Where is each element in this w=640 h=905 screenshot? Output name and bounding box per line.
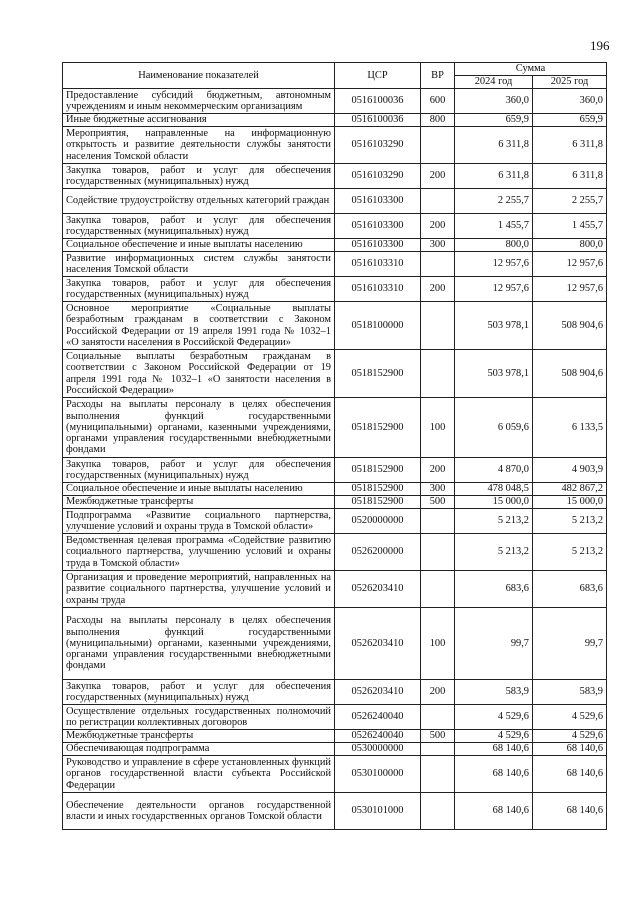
row-sum-2024: 5 213,2	[455, 509, 533, 534]
row-name: Развитие информационных систем службы занятости населения Томской области	[63, 252, 335, 277]
row-csr: 0518100000	[335, 302, 421, 350]
row-vr	[421, 756, 455, 793]
row-name: Закупка товаров, работ и услуг для обеспечения государственных (муниципальных) нужд	[63, 277, 335, 302]
table-row	[63, 350, 607, 398]
table-row	[63, 189, 607, 214]
row-vr: 200	[421, 680, 455, 705]
row-sum-2024: 583,9	[455, 680, 533, 705]
row-name: Закупка товаров, работ и услуг для обеспечения государственных (муниципальных) нужд	[63, 458, 335, 483]
row-name: Руководство и управление в сфере установленных функций органов государственной власти субъекта Российской Федерации	[63, 756, 335, 793]
row-name: Основное мероприятие «Социальные выплаты безработным гражданам в соответствии с Законом Российской Федерации от 19 апреля 1991 года № 1032–1 «О занятости населения в Российской Федерации»	[63, 302, 335, 350]
row-vr	[421, 743, 455, 756]
row-csr: 0516103310	[335, 252, 421, 277]
row-name: Социальное обеспечение и иные выплаты населению	[63, 483, 335, 496]
row-csr: 0520000000	[335, 509, 421, 534]
row-vr	[421, 509, 455, 534]
header-year-2025: 2025 год	[533, 76, 607, 89]
row-sum-2024: 4 529,6	[455, 730, 533, 743]
table-row	[63, 496, 607, 509]
row-csr: 0526203410	[335, 571, 421, 608]
table-body	[63, 89, 607, 830]
row-sum-2025: 4 529,6	[533, 730, 607, 743]
row-sum-2025: 508 904,6	[533, 302, 607, 350]
row-csr: 0516103310	[335, 277, 421, 302]
row-sum-2025: 1 455,7	[533, 214, 607, 239]
row-vr: 500	[421, 730, 455, 743]
row-name: Осуществление отдельных государственных полномочий по регистрации коллективных договоров	[63, 705, 335, 730]
page-number: 196	[590, 38, 610, 53]
row-name: Мероприятия, направленные на информационную открытость и развитие деятельности службы занятости населения Томской области	[63, 127, 335, 164]
row-sum-2024: 4 529,6	[455, 705, 533, 730]
row-sum-2025: 583,9	[533, 680, 607, 705]
table-row	[63, 534, 607, 571]
row-csr: 0518152900	[335, 483, 421, 496]
row-sum-2025: 99,7	[533, 608, 607, 680]
table-row	[63, 608, 607, 680]
table-row	[63, 114, 607, 127]
table-row	[63, 705, 607, 730]
table-row	[63, 164, 607, 189]
table-row	[63, 302, 607, 350]
row-sum-2024: 659,9	[455, 114, 533, 127]
row-name: Предоставление субсидий бюджетным, автономным учреждениям и иным некоммерческим организациям	[63, 89, 335, 114]
row-name: Межбюджетные трансферты	[63, 496, 335, 509]
row-vr	[421, 127, 455, 164]
row-csr: 0516100036	[335, 114, 421, 127]
row-vr	[421, 705, 455, 730]
row-sum-2025: 2 255,7	[533, 189, 607, 214]
row-sum-2025: 68 140,6	[533, 756, 607, 793]
row-sum-2025: 508 904,6	[533, 350, 607, 398]
row-vr: 300	[421, 483, 455, 496]
table-row	[63, 680, 607, 705]
row-csr: 0526200000	[335, 534, 421, 571]
row-vr	[421, 252, 455, 277]
row-name: Обеспечение деятельности органов государственной власти и иных государственных органов Томской области	[63, 793, 335, 830]
row-sum-2024: 6 311,8	[455, 164, 533, 189]
row-vr: 100	[421, 608, 455, 680]
row-csr: 0516100036	[335, 89, 421, 114]
row-sum-2025: 12 957,6	[533, 252, 607, 277]
row-name: Ведомственная целевая программа «Содействие развитию социального партнерства, улучшению условий и охраны труда в Томской области»	[63, 534, 335, 571]
header-csr: ЦСР	[335, 63, 421, 89]
row-sum-2025: 6 133,5	[533, 398, 607, 458]
table-row	[63, 756, 607, 793]
row-csr: 0516103290	[335, 164, 421, 189]
row-sum-2024: 12 957,6	[455, 277, 533, 302]
row-sum-2025: 12 957,6	[533, 277, 607, 302]
header-name: Наименование показателей	[63, 63, 335, 89]
row-vr	[421, 534, 455, 571]
row-csr: 0526240040	[335, 730, 421, 743]
row-vr: 200	[421, 164, 455, 189]
table-row	[63, 483, 607, 496]
row-name: Межбюджетные трансферты	[63, 730, 335, 743]
row-sum-2024: 68 140,6	[455, 756, 533, 793]
row-name: Обеспечивающая подпрограмма	[63, 743, 335, 756]
row-sum-2024: 12 957,6	[455, 252, 533, 277]
row-vr	[421, 302, 455, 350]
table-row	[63, 127, 607, 164]
row-sum-2025: 68 140,6	[533, 743, 607, 756]
row-sum-2025: 4 529,6	[533, 705, 607, 730]
row-vr: 200	[421, 214, 455, 239]
table-row	[63, 252, 607, 277]
row-sum-2024: 360,0	[455, 89, 533, 114]
row-name: Содействие трудоустройству отдельных категорий граждан	[63, 189, 335, 214]
table-row	[63, 743, 607, 756]
table-row	[63, 214, 607, 239]
row-sum-2025: 68 140,6	[533, 793, 607, 830]
row-name: Расходы на выплаты персоналу в целях обеспечения выполнения функций государственными (муниципальными) органами, казенными учреждениями, органами управления государственными внебюджетными фондами	[63, 398, 335, 458]
row-name: Закупка товаров, работ и услуг для обеспечения государственных (муниципальных) нужд	[63, 214, 335, 239]
row-sum-2024: 68 140,6	[455, 793, 533, 830]
row-name: Закупка товаров, работ и услуг для обеспечения государственных (муниципальных) нужд	[63, 164, 335, 189]
row-name: Иные бюджетные ассигнования	[63, 114, 335, 127]
row-sum-2025: 659,9	[533, 114, 607, 127]
row-name: Подпрограмма «Развитие социального партнерства, улучшение условий и охраны труда в Томской области»	[63, 509, 335, 534]
row-csr: 0518152900	[335, 496, 421, 509]
table-row	[63, 398, 607, 458]
table-row	[63, 458, 607, 483]
row-vr: 300	[421, 239, 455, 252]
row-csr: 0530000000	[335, 743, 421, 756]
row-name: Расходы на выплаты персоналу в целях обеспечения выполнения функций государственными (муниципальными) органами, казенными учреждениями, органами управления государственными внебюджетными фондами	[63, 608, 335, 680]
header-sum: Сумма	[455, 63, 607, 76]
row-sum-2025: 683,6	[533, 571, 607, 608]
row-csr: 0518152900	[335, 350, 421, 398]
row-vr: 200	[421, 277, 455, 302]
row-name: Социальные выплаты безработным гражданам в соответствии с Законом Российской Федерации от 19 апреля 1991 года № 1032–1 «О занятости населения в Российской Федерации»	[63, 350, 335, 398]
row-name: Закупка товаров, работ и услуг для обеспечения государственных (муниципальных) нужд	[63, 680, 335, 705]
row-sum-2024: 68 140,6	[455, 743, 533, 756]
row-sum-2024: 15 000,0	[455, 496, 533, 509]
row-sum-2025: 360,0	[533, 89, 607, 114]
row-csr: 0516103290	[335, 127, 421, 164]
row-vr	[421, 793, 455, 830]
row-csr: 0516103300	[335, 214, 421, 239]
row-vr: 500	[421, 496, 455, 509]
row-sum-2025: 15 000,0	[533, 496, 607, 509]
row-sum-2024: 683,6	[455, 571, 533, 608]
table-header	[63, 63, 607, 89]
row-csr: 0526203410	[335, 608, 421, 680]
row-csr: 0516103300	[335, 239, 421, 252]
row-sum-2025: 5 213,2	[533, 534, 607, 571]
header-year-2024: 2024 год	[455, 76, 533, 89]
row-vr: 200	[421, 458, 455, 483]
budget-table	[62, 62, 607, 830]
table-row	[63, 89, 607, 114]
row-sum-2025: 6 311,8	[533, 164, 607, 189]
row-sum-2025: 5 213,2	[533, 509, 607, 534]
row-sum-2024: 1 455,7	[455, 214, 533, 239]
row-sum-2024: 478 048,5	[455, 483, 533, 496]
row-sum-2024: 99,7	[455, 608, 533, 680]
row-name: Социальное обеспечение и иные выплаты населению	[63, 239, 335, 252]
table-row	[63, 277, 607, 302]
row-sum-2025: 800,0	[533, 239, 607, 252]
table-row	[63, 793, 607, 830]
row-sum-2024: 800,0	[455, 239, 533, 252]
row-sum-2024: 4 870,0	[455, 458, 533, 483]
table-row	[63, 571, 607, 608]
row-sum-2024: 6 311,8	[455, 127, 533, 164]
row-vr	[421, 189, 455, 214]
row-sum-2025: 482 867,2	[533, 483, 607, 496]
row-csr: 0530100000	[335, 756, 421, 793]
row-sum-2024: 503 978,1	[455, 350, 533, 398]
table-row	[63, 509, 607, 534]
row-csr: 0516103300	[335, 189, 421, 214]
table-row	[63, 730, 607, 743]
row-vr	[421, 571, 455, 608]
row-sum-2024: 503 978,1	[455, 302, 533, 350]
row-sum-2025: 6 311,8	[533, 127, 607, 164]
row-vr	[421, 350, 455, 398]
row-csr: 0518152900	[335, 458, 421, 483]
header-vr: ВР	[421, 63, 455, 89]
row-vr: 100	[421, 398, 455, 458]
row-name: Организация и проведение мероприятий, направленных на развитие социального партнерства, улучшение условий и охраны труда	[63, 571, 335, 608]
row-csr: 0518152900	[335, 398, 421, 458]
row-csr: 0530101000	[335, 793, 421, 830]
row-sum-2025: 4 903,9	[533, 458, 607, 483]
row-sum-2024: 5 213,2	[455, 534, 533, 571]
row-csr: 0526203410	[335, 680, 421, 705]
row-sum-2024: 2 255,7	[455, 189, 533, 214]
row-csr: 0526240040	[335, 705, 421, 730]
row-vr: 800	[421, 114, 455, 127]
row-vr: 600	[421, 89, 455, 114]
row-sum-2024: 6 059,6	[455, 398, 533, 458]
table-row	[63, 239, 607, 252]
